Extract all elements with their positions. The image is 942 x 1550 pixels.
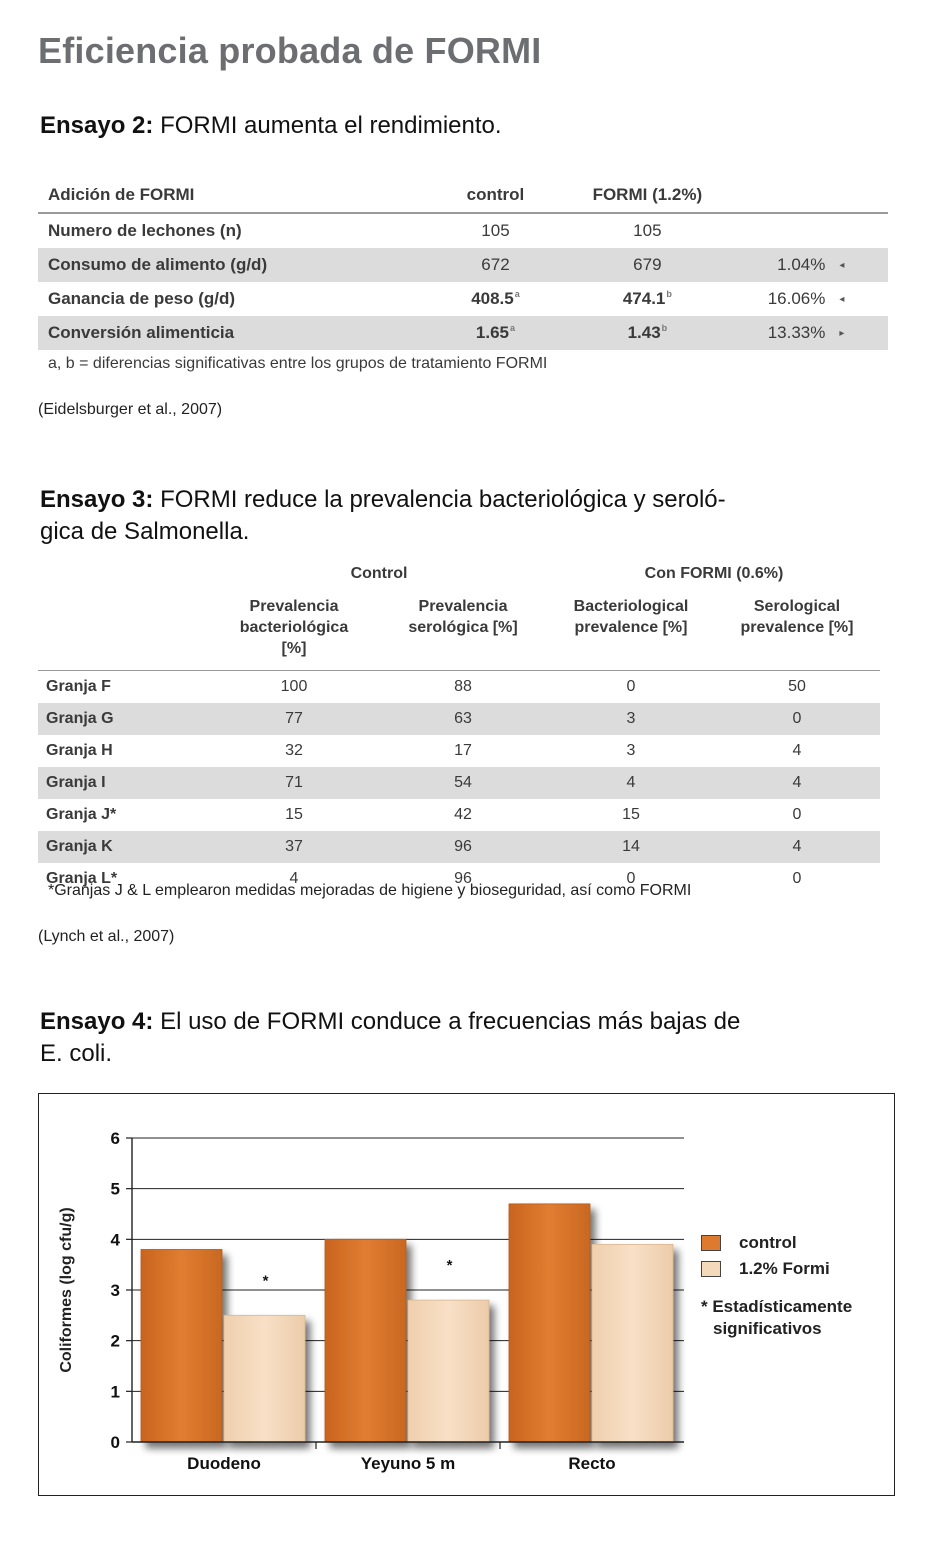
table-row	[38, 767, 880, 799]
change-arrow-icon: ◂	[829, 248, 888, 282]
table-row	[38, 735, 880, 767]
cell: 0	[792, 870, 802, 887]
cell: 3	[548, 703, 714, 735]
table-row	[38, 316, 888, 350]
x-tick-label: Yeyuno 5 m	[360, 1454, 456, 1473]
trial3-citation: (Lynch et al., 2007)	[38, 928, 175, 945]
trial2-heading	[40, 110, 502, 142]
change-arrow-icon	[829, 213, 888, 248]
cell: 14	[548, 831, 714, 863]
trial2-footnote: a, b = diferencias significativas entre los grupos de tratamiento FORMI	[48, 355, 548, 372]
trial3-heading	[40, 484, 726, 548]
chart-legend	[701, 1230, 891, 1340]
control-value: 408.5$^a$	[471, 289, 520, 308]
salmonella-table	[38, 558, 880, 895]
bar-control	[509, 1204, 590, 1442]
cell: 17	[454, 742, 472, 759]
row-label: Ganancia de peso (g/d)	[48, 289, 236, 308]
table-row	[38, 831, 880, 863]
trial3-heading-line1: FORMI reduce la prevalencia bacteriológica y seroló-	[160, 486, 726, 513]
formi-value: 474.1$^b$	[622, 289, 672, 308]
y-tick-label: 4	[110, 1230, 120, 1250]
farm-label: Granja J*	[46, 806, 117, 823]
cell: 15	[285, 806, 303, 823]
cell: 0	[714, 703, 880, 735]
legend-label-formi: 1.2% Formi	[739, 1259, 830, 1278]
table-row	[38, 799, 880, 831]
column-header: Bacteriological prevalence [%]	[548, 590, 714, 671]
superscript-a: a	[510, 323, 516, 334]
cell: 63	[378, 703, 548, 735]
legend-item-formi	[701, 1256, 891, 1282]
cell: 3	[626, 742, 636, 759]
formi-value: 105	[633, 221, 662, 240]
y-tick-label: 1	[110, 1382, 120, 1402]
bar-formi	[592, 1244, 673, 1442]
trial2-heading-label: Ensayo 2:	[40, 112, 154, 139]
column-header: control	[417, 178, 574, 213]
trial4-heading-line1: El uso de FORMI conduce a frecuencias más bajas de	[160, 1008, 741, 1035]
trial3-heading-label: Ensayo 3:	[40, 486, 154, 513]
trial3-footnote: *Granjas J & L emplearon medidas mejoradas de higiene y bioseguridad, así como FORMI	[48, 882, 692, 899]
y-tick-label: 6	[110, 1129, 120, 1148]
formi-value: 679	[574, 248, 721, 282]
farm-label: Granja L*	[46, 870, 118, 887]
cell: 0	[626, 870, 636, 887]
superscript-b: b	[666, 289, 672, 300]
cell: 4	[714, 767, 880, 799]
x-tick-label: Duodeno	[187, 1454, 261, 1473]
y-tick-label: 2	[110, 1331, 120, 1351]
table-row	[38, 671, 880, 704]
cell: 88	[454, 678, 472, 695]
y-tick-label: 0	[110, 1433, 120, 1452]
legend-item-control	[701, 1230, 891, 1256]
table-row	[38, 248, 888, 282]
group-header-control: Control	[350, 565, 408, 582]
cell: 50	[788, 678, 806, 695]
cell: 4	[714, 831, 880, 863]
row-label: Consumo de alimento (g/d)	[38, 248, 417, 282]
change-value: 13.33%	[721, 316, 829, 350]
row-label: Conversión alimenticia	[38, 316, 417, 350]
column-header: Adición de FORMI	[38, 178, 417, 213]
cell: 42	[454, 806, 472, 823]
significance-marker: *	[446, 1257, 453, 1275]
cell: 4	[289, 870, 299, 887]
column-header: FORMI (1.2%)	[574, 178, 721, 213]
trial4-heading-line2: E. coli.	[40, 1040, 113, 1067]
cell: 15	[622, 806, 640, 823]
change-value	[721, 213, 829, 248]
page-title: Eficiencia probada de FORMI	[38, 30, 542, 71]
cell: 96	[378, 831, 548, 863]
ecoli-chart	[38, 1093, 895, 1496]
legend-swatch-formi	[701, 1261, 721, 1277]
cell: 54	[378, 767, 548, 799]
farm-label: Granja H	[46, 742, 113, 759]
change-arrow-icon: ◂	[839, 293, 845, 305]
legend-label-control: control	[739, 1233, 797, 1252]
trial4-heading	[40, 1006, 740, 1070]
cell: 100	[280, 678, 308, 695]
table-row	[38, 703, 880, 735]
cell: 4	[792, 742, 802, 759]
trial3-heading-line2: gica de Salmonella.	[40, 518, 250, 545]
table-row	[38, 213, 888, 248]
legend-swatch-control	[701, 1235, 721, 1251]
significance-line2: significativos	[713, 1319, 822, 1338]
significance-footnote	[701, 1296, 891, 1340]
cell: 4	[548, 767, 714, 799]
cell: 0	[626, 678, 636, 695]
group-header-formi: Con FORMI (0.6%)	[644, 565, 784, 582]
change-arrow-icon: ▸	[829, 316, 888, 350]
farm-label: Granja G	[38, 703, 210, 735]
y-tick-label: 3	[110, 1281, 120, 1300]
superscript-b: b	[661, 323, 668, 334]
row-label: Numero de lechones (n)	[48, 221, 242, 240]
significance-marker: *	[262, 1272, 269, 1290]
x-tick-label: Recto	[568, 1454, 616, 1473]
control-value: 672	[417, 248, 574, 282]
bar-control	[325, 1239, 406, 1442]
bar-formi	[408, 1300, 489, 1442]
change-value: 1.04%	[721, 248, 829, 282]
farm-label: Granja F	[46, 678, 111, 695]
superscript-a: a	[514, 289, 520, 300]
cell: 37	[210, 831, 378, 863]
cell: 71	[210, 767, 378, 799]
cell: 96	[454, 870, 472, 887]
bar-control	[141, 1249, 222, 1442]
trial4-heading-label: Ensayo 4:	[40, 1008, 154, 1035]
cell: 32	[285, 742, 303, 759]
control-value: 1.65$^a$	[417, 316, 574, 350]
column-header: Prevalencia serológica [%]	[378, 590, 548, 671]
column-header: Prevalencia bacteriológica [%]	[210, 590, 378, 671]
trial2-heading-text: FORMI aumenta el rendimiento.	[160, 112, 502, 139]
column-header: Serological prevalence [%]	[714, 590, 880, 671]
cell: 0	[792, 806, 802, 823]
y-axis-label: Coliformes (log cfu/g)	[58, 1207, 75, 1373]
bar-formi	[224, 1315, 305, 1442]
change-value: 16.06%	[767, 289, 826, 308]
trial2-citation: (Eidelsburger et al., 2007)	[38, 401, 223, 418]
significance-line1: * Estadísticamente	[701, 1297, 853, 1316]
formi-value: 1.43$^b$	[574, 316, 721, 350]
control-value: 105	[481, 221, 510, 240]
farm-label: Granja I	[38, 767, 210, 799]
cell: 77	[210, 703, 378, 735]
performance-table	[38, 178, 888, 350]
table-row	[38, 282, 888, 316]
farm-label: Granja K	[38, 831, 210, 863]
y-tick-label: 5	[110, 1179, 120, 1199]
